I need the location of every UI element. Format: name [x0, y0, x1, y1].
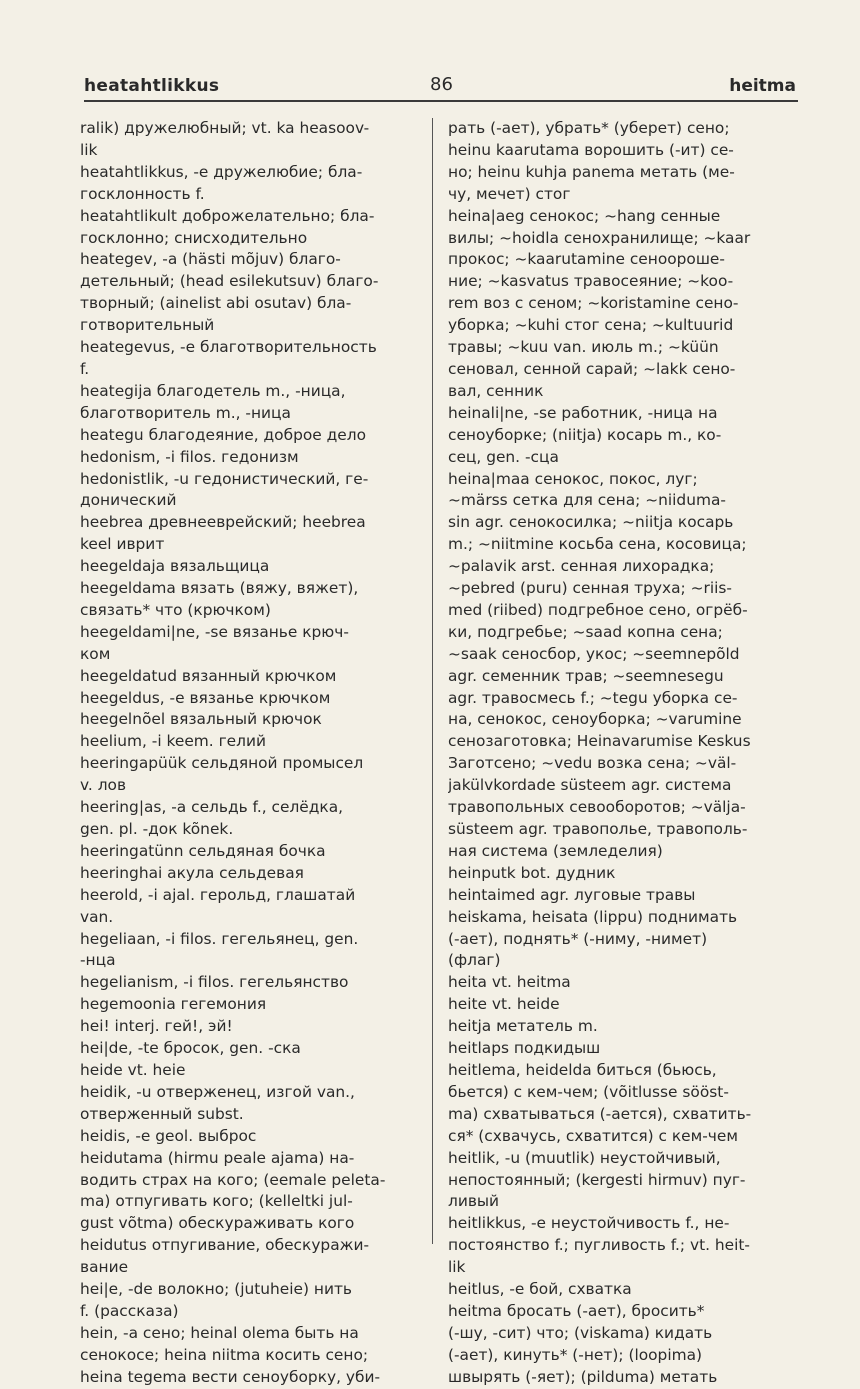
dictionary-line: lik [448, 1258, 466, 1277]
dictionary-line: бьется) с кем-чем; (võitlusse sööst- [448, 1082, 729, 1101]
dictionary-line: heegeldami|ne, -se вязанье крюч- [80, 622, 349, 641]
dictionary-line: водить страх на кого; (eemale peleta- [80, 1170, 386, 1189]
dictionary-line: отверженный subst. [80, 1104, 244, 1123]
dictionary-line: госклонность f. [80, 184, 205, 203]
dictionary-line: heidis, -e geol. выброс [80, 1126, 257, 1145]
dictionary-line: госклонно; снисходительно [80, 228, 308, 247]
dictionary-line: heitlus, -e бой, схватка [448, 1280, 632, 1299]
dictionary-line: ся* (схвачусь, схватится) с кем-чем [448, 1126, 738, 1145]
dictionary-line: heitja метатель m. [448, 1017, 598, 1036]
dictionary-line: heegeldaja вязальщица [80, 557, 270, 576]
dictionary-line: ние; ~kasvatus травосеяние; ~koo- [448, 272, 734, 291]
dictionary-line: agr. травосмесь f.; ~tegu уборка се- [448, 688, 738, 707]
dictionary-line: (флаг) [448, 951, 501, 970]
dictionary-line: heeringapüük сельдяной промысел [80, 754, 364, 773]
dictionary-line: швырять (-яет); (pildumа) метать [448, 1367, 718, 1386]
dictionary-line: heinali|ne, -se работник, -ница на [448, 403, 718, 422]
dictionary-line: рать (-ает), убрать* (уберет) сено; [448, 119, 730, 137]
dictionary-line: heebrea древнееврейский; heebrea [80, 513, 366, 532]
dictionary-line: ~pebred (puru) сенная труха; ~riis- [448, 579, 732, 598]
dictionary-line: f. [80, 359, 90, 378]
dictionary-line: heategevus, -e благотворительность [80, 338, 377, 357]
dictionary-line: heeringatünn сельдяная бочка [80, 841, 326, 860]
dictionary-line: чу, мечет) стог [448, 184, 571, 203]
dictionary-line: heitma бросать (-ает), бросить* [448, 1301, 705, 1320]
dictionary-line: постоянство f.; пугливость f.; vt. heit- [448, 1236, 750, 1255]
dictionary-line: (-ает), кинуть* (-нет); (loopima) [448, 1345, 703, 1364]
dictionary-line: heelium, -i keem. гелий [80, 732, 266, 751]
dictionary-line: -нца [80, 951, 116, 970]
dictionary-line: heide vt. heie [80, 1060, 186, 1079]
dictionary-line: донический [80, 491, 177, 510]
dictionary-line: (-ает), поднять* (-ниму, -нимет) [448, 929, 708, 948]
dictionary-line: hei|de, -te бросок, gen. -ска [80, 1039, 301, 1058]
dictionary-line: сец, gen. -сца [448, 447, 559, 466]
dictionary-line: сенокосе; heina niitma косить сено; [80, 1345, 369, 1364]
dictionary-line: heinu kaarutama ворошить (-ит) се- [448, 140, 734, 159]
dictionary-line: f. (рассказа) [80, 1301, 179, 1320]
dictionary-line: ralik) дружелюбный; vt. ka heasoov- [80, 119, 370, 137]
dictionary-line: agr. семенник трав; ~seemnesegu [448, 666, 724, 685]
dictionary-line: heeringhai акула сельдевая [80, 863, 304, 882]
dictionary-line: hei|e, -de волокно; (jutuheie) нить [80, 1280, 353, 1299]
dictionary-line: благотворитель m., -ница [80, 403, 291, 422]
dictionary-line: heina|maa сенокос, покос, луг; [448, 469, 698, 488]
dictionary-line: heerold, -i ajal. герольд, глашатай [80, 885, 356, 904]
dictionary-line: на, сенокос, сеноуборка; ~varumine [448, 710, 742, 729]
dictionary-line: ma) отпугивать кого; (kelleltki jul- [80, 1192, 353, 1211]
dictionary-line: heita vt. heitma [448, 973, 571, 992]
dictionary-line: rem воз с сеном; ~koristamine сено- [448, 294, 739, 313]
right-column [448, 118, 798, 1389]
dictionary-line: hei! interj. гей!, эй! [80, 1017, 233, 1036]
dictionary-line: сеноуборке; (niitja) косарь m., ко- [448, 425, 722, 444]
dictionary-line: heategija благодетель m., -ница, [80, 381, 346, 400]
dictionary-line: med (riibed) подгребное сено, огрёб- [448, 600, 748, 619]
dictionary-line: heintaimed agr. луговые травы [448, 885, 696, 904]
page-header [84, 72, 796, 102]
dictionary-line: heitlema, heidelda биться (бьюсь, [448, 1060, 717, 1079]
dictionary-line: уборка; ~kuhi стог сена; ~kultuurid [448, 316, 734, 335]
dictionary-line: keel иврит [80, 535, 165, 554]
dictionary-line: lik [80, 140, 98, 159]
dictionary-line: heina tegema вести сеноуборку, уби- [80, 1367, 381, 1386]
dictionary-line: heegelnõel вязальный крючок [80, 710, 322, 729]
dictionary-line: ~märss сетка для сена; ~niiduma- [448, 491, 726, 510]
dictionary-line: ~palavik arst. сенная лихорадка; [448, 557, 715, 576]
dictionary-line: heitlaps подкидыш [448, 1039, 601, 1058]
dictionary-line: van. [80, 907, 114, 926]
dictionary-line: травы; ~kuu van. июль m.; ~küün [448, 338, 719, 357]
dictionary-line: вилы; ~hoidla сенохранилище; ~kaar [448, 228, 751, 247]
dictionary-line: gen. pl. -док kõnek. [80, 820, 234, 838]
header-left-guideword: heatahtlikkus [84, 76, 220, 96]
dictionary-line: hegemoonia гегемония [80, 995, 267, 1014]
dictionary-line: hedonistlik, -u гедонистический, ге- [80, 469, 369, 488]
dictionary-line: v. лов [80, 776, 127, 795]
dictionary-line: творный; (ainelist abi osutav) бла- [80, 294, 352, 313]
dictionary-line: heitlikkus, -e неустойчивость f., не- [448, 1214, 730, 1233]
dictionary-line: m.; ~niitmine косьба сена, косовица; [448, 535, 747, 554]
dictionary-line: hegeliaan, -i filos. гегельянец, gen. [80, 929, 359, 948]
dictionary-line: hegelianism, -i filos. гегельянство [80, 973, 349, 992]
dictionary-line: (-шу, -сит) что; (viskama) кидать [448, 1323, 713, 1342]
dictionary-line: сенозаготовка; Heinavarumise Keskus [448, 732, 751, 751]
dictionary-line: сеновал, сенной сарай; ~lakk сено- [448, 359, 736, 378]
column-divider [432, 118, 433, 1244]
dictionary-line: heidik, -u отверженец, изгой van., [80, 1082, 355, 1101]
header-right-guideword: heitma [729, 76, 796, 96]
dictionary-line: ком [80, 644, 111, 663]
dictionary-line: вал, сенник [448, 381, 544, 400]
dictionary-line: heegeldama вязать (вяжу, вяжет), [80, 579, 359, 598]
dictionary-line: heegeldatud вязанный крючком [80, 666, 337, 685]
dictionary-line: ma) схватываться (-ается), схватить- [448, 1104, 752, 1123]
dictionary-line: heiskama, heisata (lippu) поднимать [448, 907, 738, 926]
dictionary-line: sin agr. сенокосилка; ~niitja косарь [448, 513, 734, 532]
dictionary-line: heina|aeg сенокос; ~hang сенные [448, 206, 721, 225]
dictionary-line: jakülvkordade süsteem agr. система [448, 776, 732, 795]
dictionary-line: heite vt. heide [448, 995, 560, 1014]
dictionary-line: прокос; ~kaarutamine сеноороше- [448, 250, 725, 269]
dictionary-line: связать* что (крючком) [80, 600, 271, 619]
dictionary-line: heering|as, -a сельдь f., селёдка, [80, 798, 344, 817]
dictionary-line: süsteem agr. травополье, травополь- [448, 820, 748, 838]
dictionary-line: травопольных севооборотов; ~välja- [448, 798, 746, 817]
dictionary-line: но; heinu kuhja panema метать (ме- [448, 162, 735, 181]
dictionary-line: Заготсено; ~vedu возка сена; ~väl- [448, 754, 737, 773]
dictionary-line: hein, -a сено; heinal olema быть на [80, 1323, 359, 1342]
dictionary-line: heinputk bot. дудник [448, 863, 616, 882]
dictionary-line: ки, подгребье; ~saad копна сена; [448, 622, 723, 641]
dictionary-line: непостоянный; (kergesti hirmuv) пуг- [448, 1170, 746, 1189]
page-number: 86 [430, 74, 453, 95]
dictionary-line: heidutus отпугивание, обескуражи- [80, 1236, 370, 1255]
dictionary-line: heategev, -a (hästi mõjuv) благо- [80, 250, 341, 269]
dictionary-line: heategu благодеяние, доброе дело [80, 425, 366, 444]
left-column [80, 118, 390, 1389]
dictionary-line: heitlik, -u (muutlik) неустойчивый, [448, 1148, 721, 1167]
dictionary-line: heegeldus, -e вязанье крючком [80, 688, 331, 707]
dictionary-line: вание [80, 1258, 129, 1277]
dictionary-line: ная система (земледелия) [448, 841, 663, 860]
dictionary-line: heatahtlikkus, -e дружелюбие; бла- [80, 162, 363, 181]
dictionary-line: ливый [448, 1192, 500, 1211]
dictionary-line: gust võtma) обескураживать кого [80, 1214, 355, 1233]
header-rule [84, 100, 798, 102]
dictionary-line: heidutama (hirmu peale ajama) на- [80, 1148, 355, 1167]
dictionary-line: ~saak сеносбор, укос; ~seemnepõld [448, 644, 740, 663]
dictionary-line: детельный; (head esilekutsuv) благо- [80, 272, 379, 291]
dictionary-line: готворительный [80, 316, 215, 335]
dictionary-line: heatahtlikult доброжелательно; бла- [80, 206, 375, 225]
dictionary-line: hedonism, -i filos. гедонизм [80, 447, 299, 466]
